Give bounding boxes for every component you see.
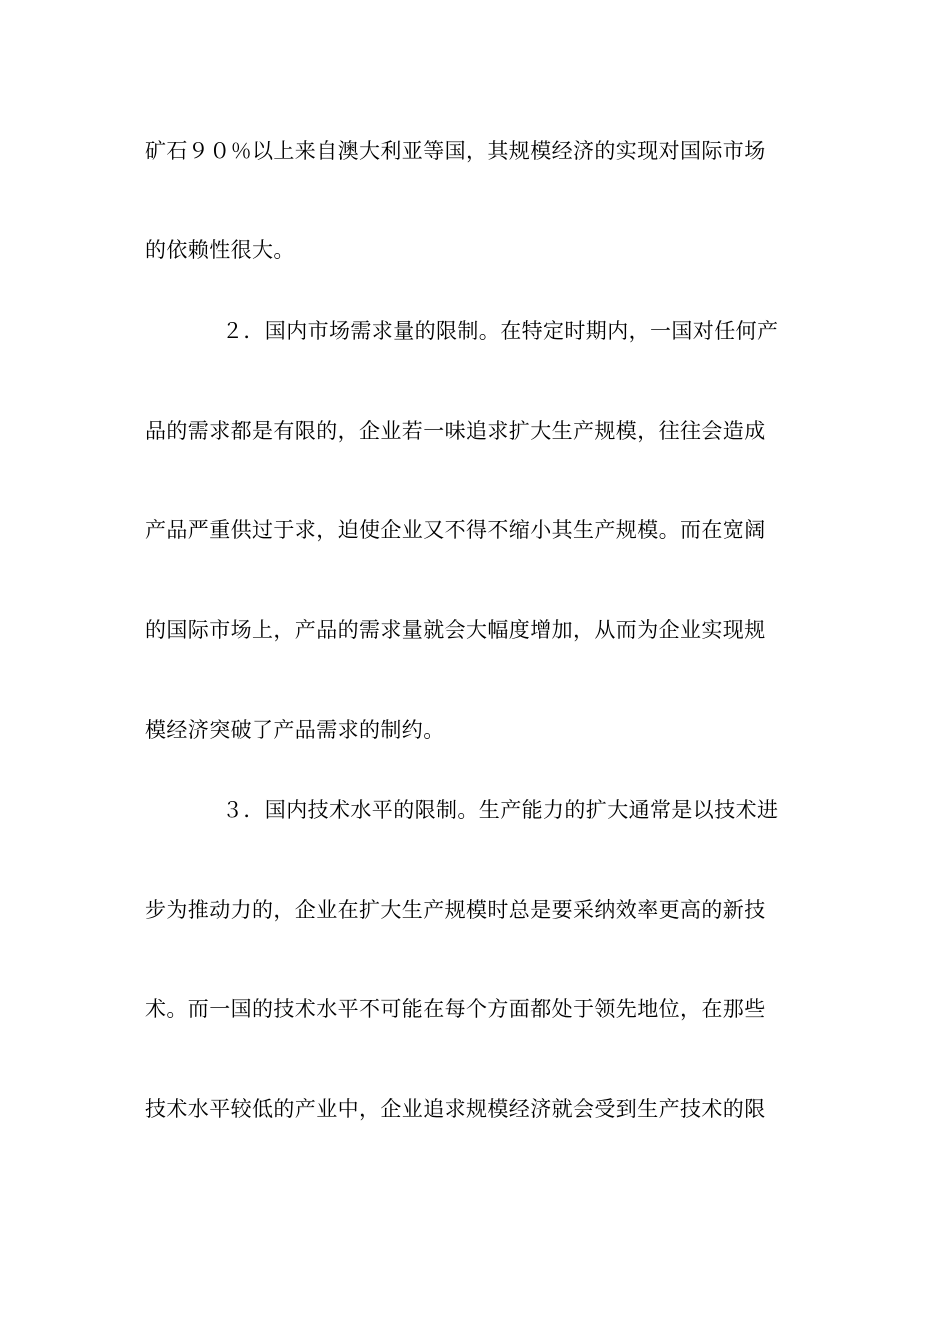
- text-line: 的依赖性很大。: [145, 238, 295, 262]
- paragraph-start-line: ３．国内技术水平的限制。生产能力的扩大通常是以技术进: [222, 798, 779, 822]
- text-line: 品的需求都是有限的，企业若一味追求扩大生产规模，往往会造成: [145, 419, 766, 443]
- text-line: 技术水平较低的产业中，企业追求规模经济就会受到生产技术的限: [145, 1097, 766, 1121]
- text-line: 产品严重供过于求，迫使企业又不得不缩小其生产规模。而在宽阔: [145, 518, 766, 542]
- text-line: 术。而一国的技术水平不可能在每个方面都处于领先地位，在那些: [145, 997, 766, 1021]
- text-line: 的国际市场上，产品的需求量就会大幅度增加，从而为企业实现规: [145, 618, 766, 642]
- text-line: 步为推动力的，企业在扩大生产规模时总是要采纳效率更高的新技: [145, 898, 766, 922]
- text-line: 矿石９０％以上来自澳大利亚等国，其规模经济的实现对国际市场: [145, 139, 766, 163]
- paragraph-start-line: ２．国内市场需求量的限制。在特定时期内，一国对任何产: [222, 319, 779, 343]
- text-line: 模经济突破了产品需求的制约。: [145, 718, 445, 742]
